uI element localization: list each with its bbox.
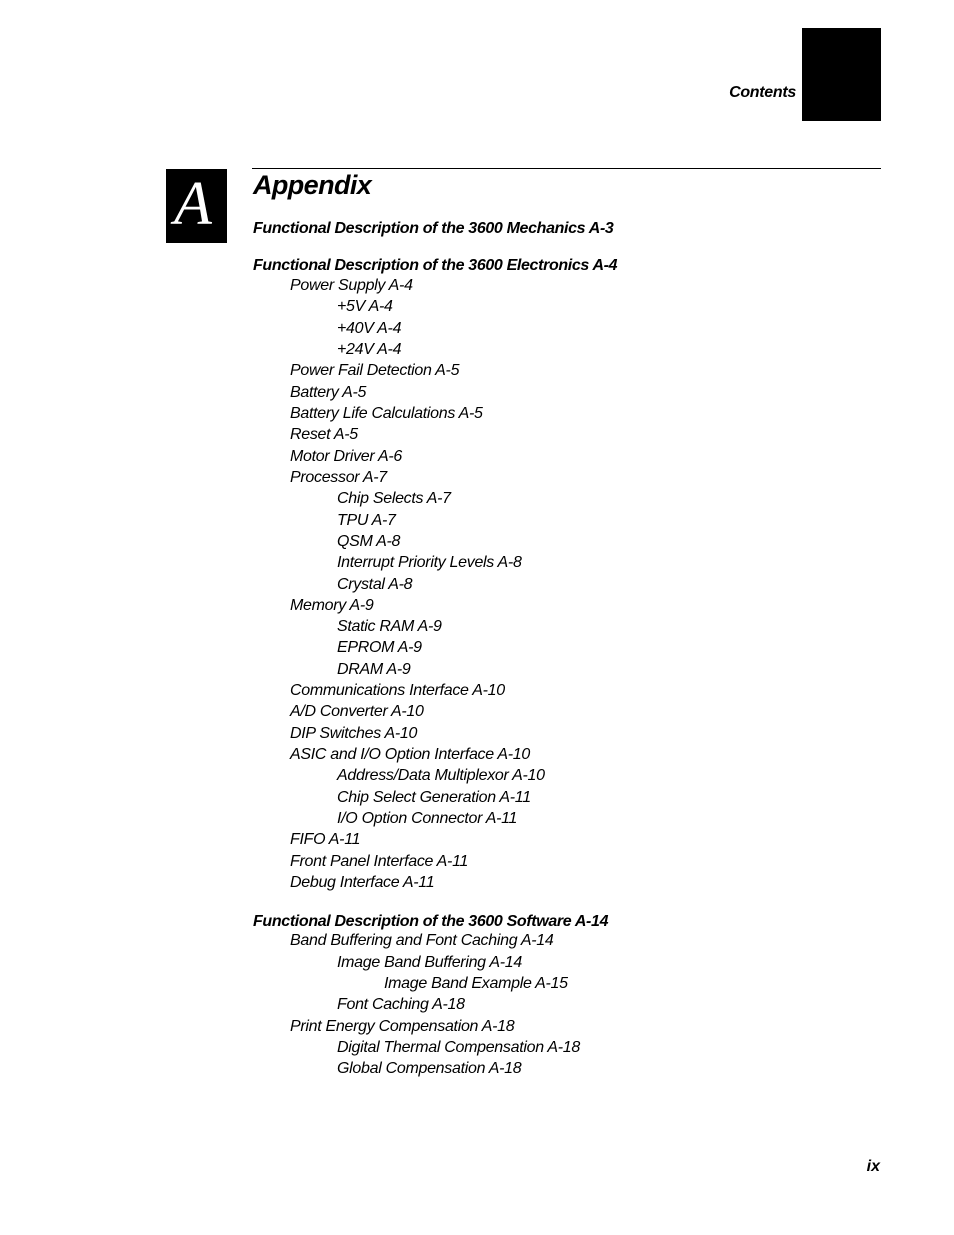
toc-entry[interactable]: EPROM A-9 [337,639,422,656]
chapter-letter-box [166,169,227,243]
toc-entry[interactable]: Debug Interface A-11 [290,874,435,891]
chapter-letter: A [174,170,212,238]
toc-entry[interactable]: Chip Select Generation A-11 [337,789,531,806]
toc-entry[interactable]: Communications Interface A-10 [290,682,505,699]
toc-entry[interactable]: Font Caching A-18 [337,996,465,1013]
toc-entry[interactable]: QSM A-8 [337,533,401,550]
toc-entry[interactable]: Interrupt Priority Levels A-8 [337,554,522,571]
toc-entry[interactable]: I/O Option Connector A-11 [337,810,518,827]
toc-entry[interactable]: Print Energy Compensation A-18 [290,1018,515,1035]
toc-entry[interactable]: A/D Converter A-10 [290,703,424,720]
toc-entry[interactable]: Battery A-5 [290,384,367,401]
page-number: ix [866,1158,880,1175]
toc-entry[interactable]: Motor Driver A-6 [290,448,402,465]
toc-entry[interactable]: Memory A-9 [290,597,374,614]
toc-entry[interactable]: FIFO A-11 [290,831,361,848]
toc-entry[interactable]: DIP Switches A-10 [290,725,418,742]
toc-entry[interactable]: DRAM A-9 [337,661,411,678]
toc-entry[interactable]: Power Fail Detection A-5 [290,362,460,379]
chapter-title: Appendix [253,170,372,200]
toc-entry[interactable]: Battery Life Calculations A-5 [290,405,483,422]
toc-entry[interactable]: Digital Thermal Compensation A-18 [337,1039,580,1056]
toc-entry[interactable]: Static RAM A-9 [337,618,442,635]
toc-entry[interactable]: Power Supply A-4 [290,277,413,294]
toc-entry[interactable]: Reset A-5 [290,426,358,443]
toc-entry[interactable]: Global Compensation A-18 [337,1060,522,1077]
toc-entry[interactable]: Image Band Example A-15 [384,975,568,992]
toc-entry[interactable]: Chip Selects A-7 [337,490,451,507]
toc-section-entry[interactable]: Functional Description of the 3600 Mechanics A-3 [253,220,614,237]
toc-entry[interactable]: ASIC and I/O Option Interface A-10 [290,746,531,763]
toc-entry[interactable]: +40V A-4 [337,320,402,337]
toc-entry[interactable]: Image Band Buffering A-14 [337,954,522,971]
toc-entry[interactable]: Band Buffering and Font Caching A-14 [290,932,554,949]
toc-entry[interactable]: TPU A-7 [337,512,396,529]
header-tab-block [802,28,881,121]
toc-entry[interactable]: Processor A-7 [290,469,387,486]
toc-entry[interactable]: Address/Data Multiplexor A-10 [337,767,545,784]
running-header-label: Contents [729,84,796,101]
toc-entry[interactable]: Crystal A-8 [337,576,413,593]
toc-entry[interactable]: +5V A-4 [337,298,393,315]
toc-section-entry[interactable]: Functional Description of the 3600 Electronics A-4 [253,257,618,274]
toc-entry[interactable]: +24V A-4 [337,341,402,358]
toc-entry[interactable]: Front Panel Interface A-11 [290,853,469,870]
toc-section-entry[interactable]: Functional Description of the 3600 Software A-14 [253,913,609,930]
